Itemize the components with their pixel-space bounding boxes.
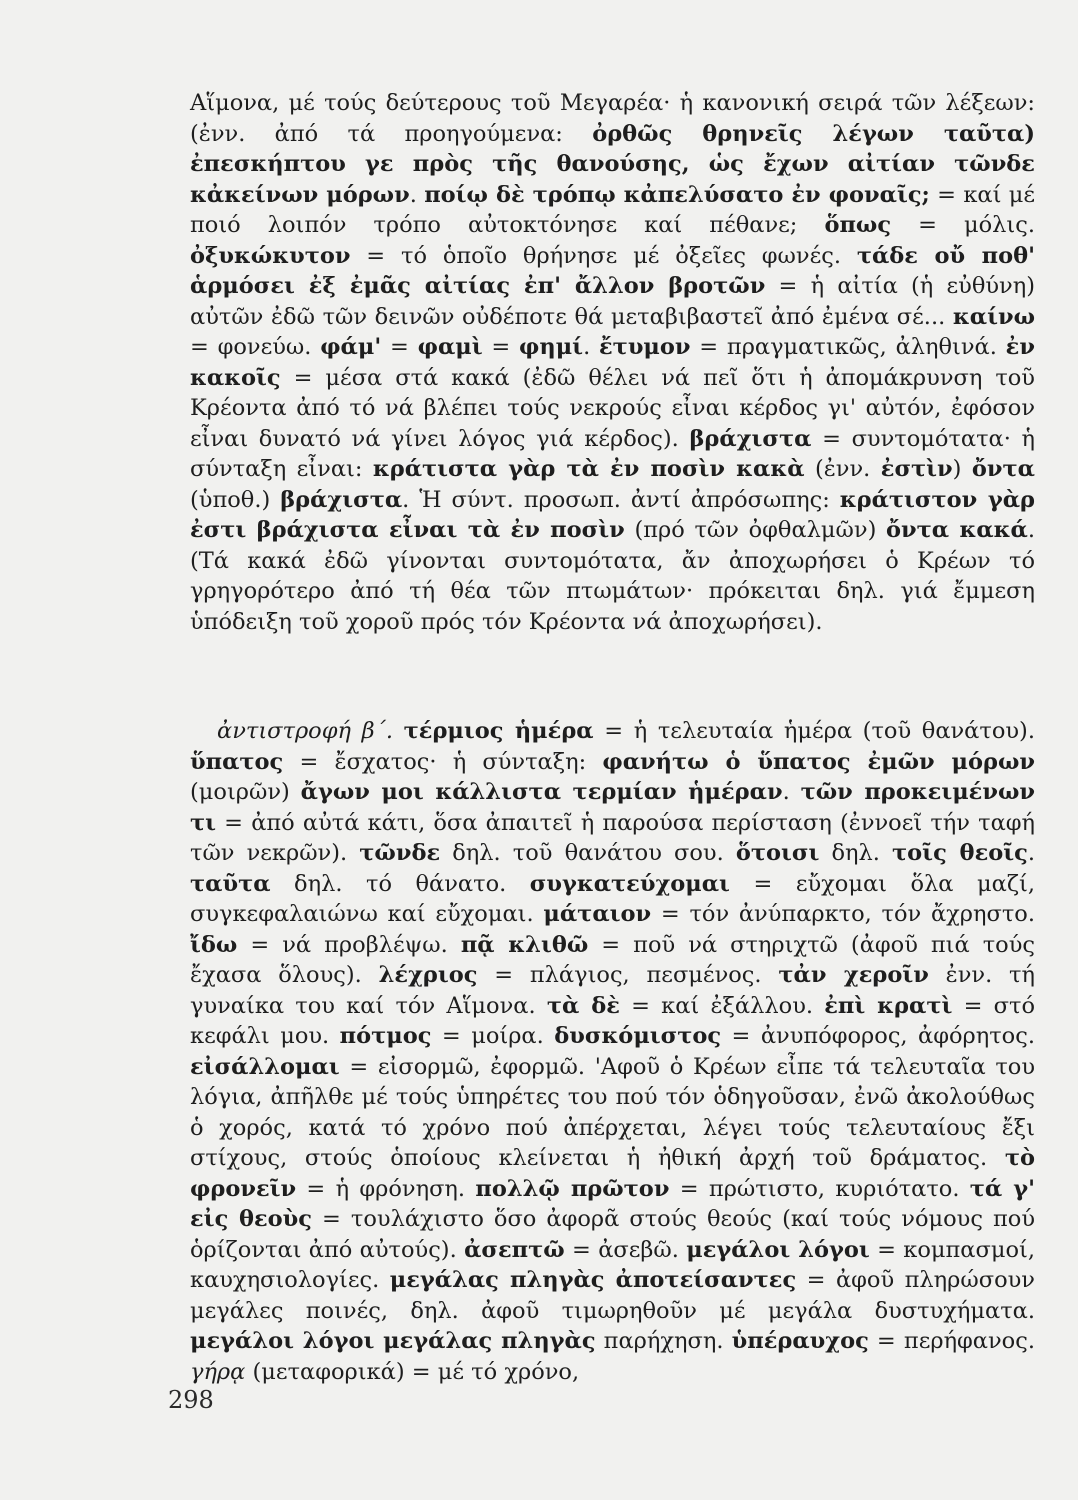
page-number: 298 [168, 1386, 214, 1414]
plain-text: = συντομότατα· ἡ σύνταξη εἶναι: [190, 425, 1036, 482]
bold-term: λέχριος [378, 962, 478, 988]
plain-text: = καί μέ ποιό λοιπόν τρόπο αὐτοκτόνησε καί πέθανε; [190, 181, 1035, 238]
bold-term: ὅπως [824, 212, 892, 238]
bold-term: δυσκόμιστος [554, 1023, 722, 1049]
plain-text: = ἔσχατος· ἡ σύνταξη: [283, 748, 603, 775]
plain-text: (ἐνν. [804, 456, 881, 482]
plain-text: ἐνν. τή γυναίκα του καί τόν Αἵμονα. [190, 962, 1035, 1019]
bold-term: πολλῷ πρῶτον [475, 1175, 670, 1202]
bold-term: ἐπὶ κρατὶ [824, 992, 953, 1019]
plain-text: = εἰσορμῶ, ἐφορμῶ. 'Αφοῦ ὁ Κρέων εἶπε τά τελευταῖα του λόγια, ἀπῆλθε μέ τούς ὑπηρέτες του πού τόν ὁδηγοῦσαν, ἐνῶ ἀκολούθως ὁ χορός, κατά τό χρόνο πού ἀπέρχεται, λέγει τούς τελευταίους ἔξι στίχους, στούς ὁποίους κλείνεται ἡ ἠθική ἀρχή τοῦ δράματος. [190, 1053, 1035, 1171]
plain-text: δηλ. [819, 840, 893, 866]
bold-term: μεγάλοι λόγοι μεγάλας πληγὰς [190, 1328, 596, 1354]
plain-text: = ποῦ νά στηριχτῶ (ἀφοῦ πιά τούς ἔχασα ὅλους). [190, 931, 1036, 988]
bold-term: ὅτοισι [735, 840, 820, 866]
plain-text: = ἡ τελευταία ἡμέρα (τοῦ θανάτου). [593, 718, 1035, 744]
plain-text: = ἀφοῦ πληρώσουν μεγάλες ποινές, δηλ. ἀφοῦ τιμωρηθοῦν μέ μεγάλα δυστυχήματα. [190, 1267, 1035, 1324]
bold-term: πότμος [339, 1023, 432, 1049]
bold-term: πᾷ κλιθῶ [460, 931, 589, 958]
plain-text [393, 718, 404, 744]
bold-term: τοῖς θεοῖς [892, 840, 1028, 866]
plain-text: = φονεύω. [190, 334, 321, 360]
bold-term: φανήτω ὁ ὕπατος ἐμῶν μόρων [602, 748, 1035, 775]
bold-term: ταῦτα [190, 870, 271, 897]
plain-text: (μοιρῶν) [190, 779, 301, 805]
plain-text: = πραγματικῶς, ἀληθινά. [690, 334, 1006, 360]
plain-text: = [381, 334, 418, 360]
plain-text: = στό κεφάλι μου. [190, 992, 1035, 1049]
bold-term: ὀξυκώκυτον [190, 242, 351, 269]
plain-text: παρήχηση. [595, 1328, 732, 1354]
bold-term: τῶνδε [359, 840, 441, 866]
bold-term: φημί [519, 334, 584, 360]
bold-term: ἀσεπτῶ [464, 1236, 565, 1263]
bold-term: μεγάλας πληγὰς ἀποτείσαντες [389, 1267, 797, 1293]
plain-text: = εὔχομαι ὅλα μαζί, συγκεφαλαιώνω καί εὔχομαι. [190, 870, 1035, 927]
plain-text: = καί ἐξάλλου. [619, 992, 825, 1019]
plain-text: = νά προβλέψω. [237, 931, 461, 958]
bold-term: τἀν χεροῖν [778, 962, 929, 988]
plain-text: = περήφανος. [868, 1328, 1035, 1354]
plain-text: . [583, 334, 599, 360]
bold-term: φάμ' [320, 334, 382, 360]
bold-term: ποίῳ δὲ τρόπῳ κἀπελύσατο ἐν φοναῖς; [424, 181, 930, 208]
plain-text: = [482, 334, 519, 360]
bold-term: καίνω [952, 303, 1035, 330]
plain-text: (ὑποθ.) [190, 486, 281, 513]
plain-text: = ἡ αἰτία (ἡ εὐθύνη) αὐτῶν ἐδῶ τῶν δεινῶν οὐδέποτε θά μεταβιβαστεῖ ἀπό ἐμένα σέ... [190, 273, 1035, 330]
plain-text: = μόλις. [891, 212, 1035, 238]
italic-text: γήρᾳ [190, 1358, 246, 1385]
bold-term: ἔτυμον [599, 334, 691, 360]
bold-term: ἴδω [190, 931, 238, 958]
plain-text: = ἀνυπόφορος, ἀφόρητος. [721, 1023, 1035, 1049]
bold-term: βράχιστα [689, 425, 812, 452]
plain-text: (μεταφορικά) = μέ τό χρόνο, [245, 1358, 580, 1385]
bold-term: τά γ' εἰς θεοὺς [190, 1175, 1035, 1232]
bold-term: τέρμιος ἡμέρα [403, 718, 594, 744]
bold-term: φαμὶ [417, 334, 483, 360]
bold-term: ὄντα κακά [886, 517, 1028, 543]
bold-term: ἐστὶν [880, 456, 953, 482]
plain-text: . [1027, 840, 1035, 866]
bold-term: τὰ δὲ [546, 992, 620, 1019]
plain-text: . [409, 181, 425, 208]
plain-text: = μοίρα. [431, 1023, 555, 1049]
bold-term: ὄντα [971, 456, 1035, 482]
bold-term: βράχιστα [280, 486, 403, 513]
bold-term: εἰσάλλομαι [190, 1053, 340, 1080]
plain-text: . Ἡ σύντ. προσωπ. ἀντί ἀπρόσωπης: [402, 486, 840, 513]
plain-text: . (Τά κακά ἐδῶ γίνονται συντομότατα, ἄν ἀποχωρήσει ὁ Κρέων τό γρηγορότερο ἀπό τή θέα τῶν πτωμάτων· πρόκειται δηλ. γιά ἔμμεση ὑπόδειξη τοῦ χοροῦ πρός τόν Κρέοντα νά ἀποχωρήσει). [190, 517, 1035, 635]
italic-text: ἀντιστροφή β΄. [217, 718, 394, 744]
commentary-paragraph-2 [190, 716, 1035, 1387]
bold-term: τῶν προκειμένων τι [190, 779, 1035, 836]
bold-term: τάδε οὔ ποθ' ἁρμόσει ἐξ ἐμᾶς αἰτίας ἐπ' ἄλλον βροτῶν [190, 242, 1035, 299]
plain-text: = ἀσεβῶ. [564, 1236, 687, 1263]
plain-text: (πρό τῶν ὀφθαλμῶν) [624, 517, 887, 543]
plain-text: = τό ὁποῖο θρήνησε μέ ὀξεῖες φωνές. [350, 242, 857, 269]
plain-text: = τόν ἀνύπαρκτο, τόν ἄχρηστο. [651, 901, 1035, 927]
plain-text: = πρώτιστο, κυριότατο. [669, 1175, 970, 1202]
bold-term: μάταιον [543, 901, 652, 927]
bold-term: ἐν κακοῖς [190, 334, 1035, 391]
bold-term: κράτιστα γὰρ τὰ ἐν ποσὶν κακὰ [372, 456, 805, 482]
plain-text: . [782, 779, 801, 805]
bold-term: κράτιστον γὰρ ἐστι βράχιστα εἶναι τὰ ἐν ποσὶν [190, 486, 1036, 543]
bold-term: ὕπατος [190, 748, 284, 775]
plain-text: ) [952, 456, 972, 482]
plain-text: = κομπασμοί, καυχησιολογίες. [190, 1236, 1035, 1293]
plain-text: Αἵμονα, μέ τούς δεύτερους τοῦ Μεγαρέα· ἡ κανονική σειρά τῶν λέξεων: (ἐνν. ἀπό τά προηγούμενα: [190, 90, 1035, 147]
bold-term: ὀρθῶς θρηνεῖς λέγων ταῦτα) ἐπεσκήπτου γε πρὸς τῆς θανούσης, ὡς ἔχων αἰτίαν τῶνδε κἀκείνων μόρων [190, 120, 1035, 208]
bold-term: ἄγων μοι κάλλιστα τερμίαν ἡμέραν [300, 779, 783, 805]
plain-text: = τουλάχιστο ὅσο ἀφορᾶ στούς θεούς (καί τούς νόμους πού ὁρίζονται ἀπό αὐτούς). [190, 1206, 1035, 1263]
bold-term: συγκατεύχομαι [529, 870, 730, 897]
plain-text: = ἀπό αὐτά κάτι, ὅσα ἀπαιτεῖ ἡ παρούσα περίσταση (ἐννοεῖ τήν ταφή τῶν νεκρῶν). [190, 809, 1035, 866]
plain-text: = μέσα στά κακά (ἐδῶ θέλει νά πεῖ ὅτι ἡ ἀπομάκρυνση τοῦ Κρέοντα ἀπό τό νά βλέπει τούς νεκρούς εἶναι κέρδος γι' αὐτόν, ἐφόσον εἶναι δυνατό νά γίνει λόγος γιά κέρδος). [190, 364, 1035, 452]
bold-term: ὑπέραυχος [731, 1328, 869, 1354]
commentary-paragraph-1 [190, 88, 1035, 637]
bold-term: μεγάλοι λόγοι [686, 1236, 870, 1263]
plain-text: δηλ. τοῦ θανάτου σου. [440, 840, 736, 866]
bold-term: τὸ φρονεῖν [190, 1145, 1035, 1202]
plain-text: = πλάγιος, πεσμένος. [477, 962, 779, 988]
plain-text: δηλ. τό θάνατο. [270, 870, 530, 897]
plain-text: = ἡ φρόνηση. [296, 1175, 476, 1202]
